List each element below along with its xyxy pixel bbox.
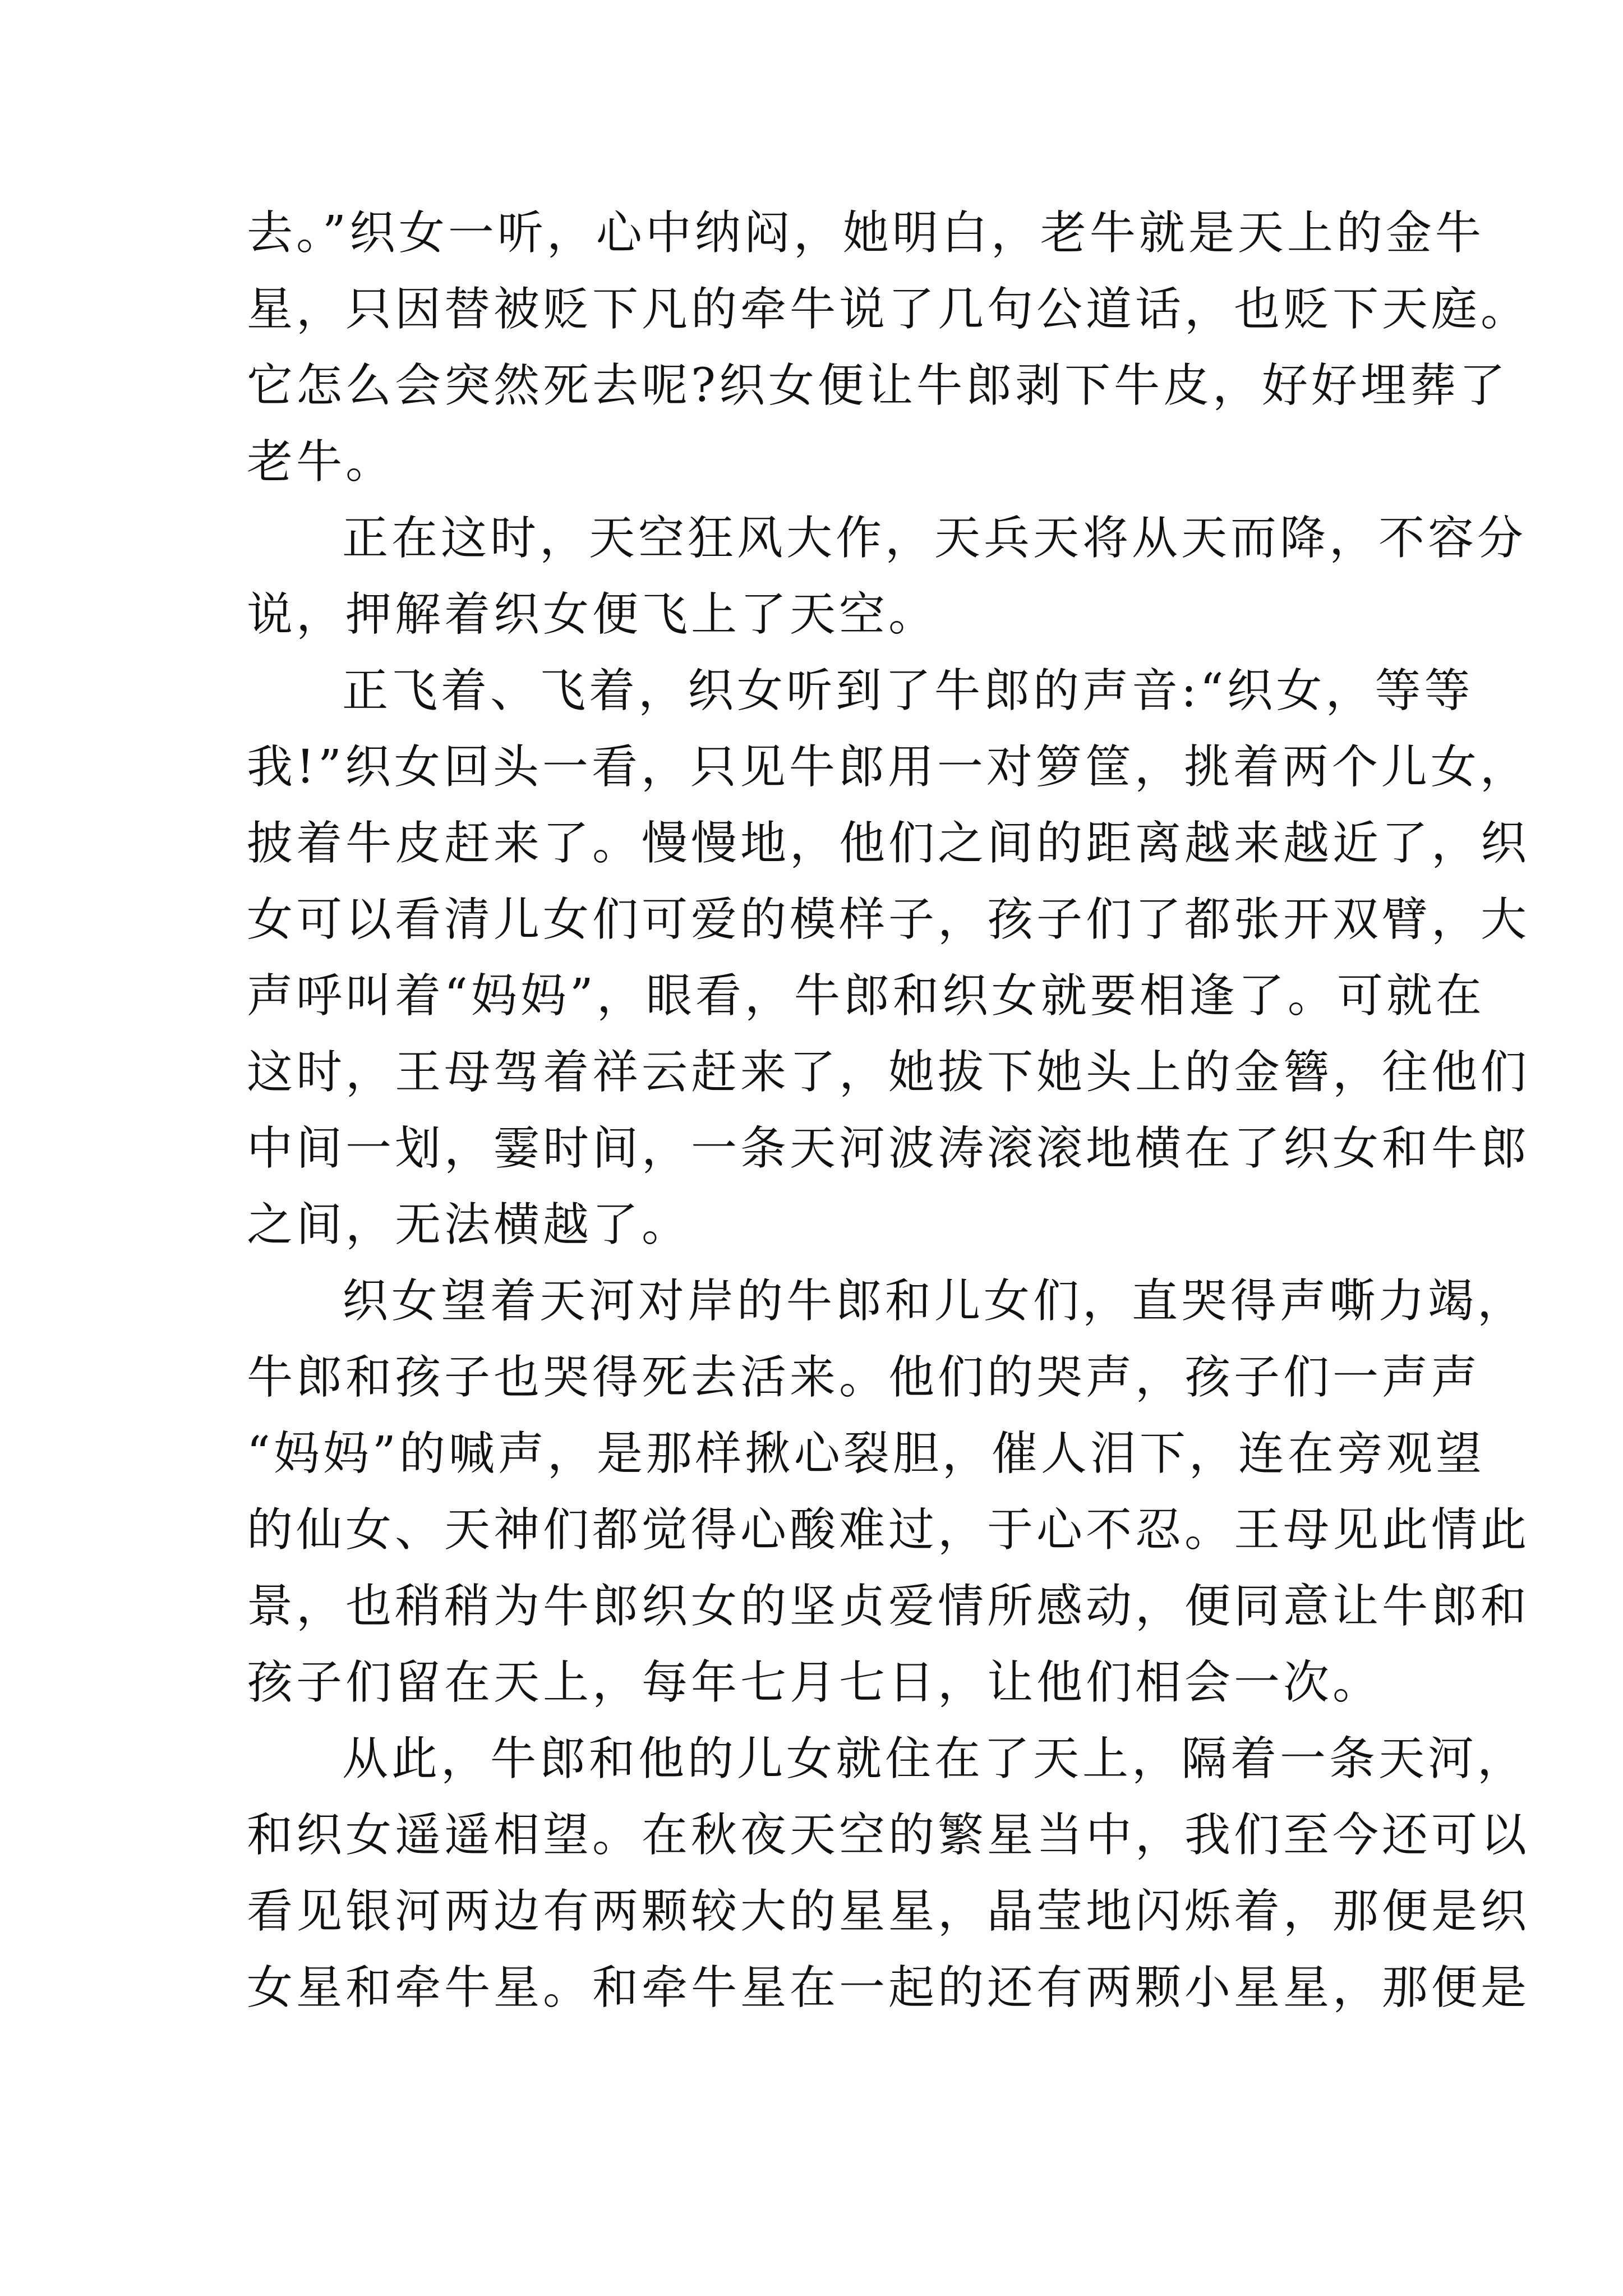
paragraph-first-line: 正在这时，天空狂风大作，天兵天将从天而降，不容分 bbox=[342, 512, 1527, 565]
text-line: 孩子们留在天上，每年七月七日，让他们相会一次。 bbox=[247, 1656, 1382, 1709]
paragraph-first-line: 从此，牛郎和他的儿女就住在了天上，隔着一条天河， bbox=[342, 1732, 1527, 1786]
text-line: 景，也稍稍为牛郎织女的坚贞爱情所感动，便同意让牛郎和 bbox=[247, 1580, 1530, 1633]
text-line: 牛郎和孩子也哭得死去活来。他们的哭声，孩子们一声声 bbox=[247, 1351, 1481, 1404]
text-line: 女星和牵牛星。和牵牛星在一起的还有两颗小星星，那便是 bbox=[247, 1961, 1530, 2014]
text-line: 声呼叫着“妈妈”，眼看，牛郎和织女就要相逢了。可就在 bbox=[247, 969, 1485, 1023]
paragraph-first-line: 正飞着、飞着，织女听到了牛郎的声音:“织女，等等 bbox=[342, 664, 1474, 717]
text-line: 这时，王母驾着祥云赶来了，她拔下她头上的金簪，往他们 bbox=[247, 1046, 1530, 1099]
text-line: 去。”织女一听，心中纳闷，她明白，老牛就是天上的金牛 bbox=[247, 206, 1484, 260]
text-line: 看见银河两边有两颗较大的星星，晶莹地闪烁着，那便是织 bbox=[247, 1885, 1530, 1938]
text-line: 和织女遥遥相望。在秋夜天空的繁星当中，我们至今还可以 bbox=[247, 1809, 1530, 1862]
text-line: “妈妈”的喊声，是那样揪心裂胆，催人泪下，连在旁观望 bbox=[247, 1427, 1485, 1480]
text-line: 老牛。 bbox=[247, 435, 395, 489]
text-line: 星，只因替被贬下凡的牵牛说了几句公道话，也贬下天庭。 bbox=[247, 283, 1530, 336]
text-line: 女可以看清儿女们可爱的模样子，孩子们了都张开双臂，大 bbox=[247, 893, 1530, 946]
text-line: 中间一划，霎时间，一条天河波涛滚滚地横在了织女和牛郎 bbox=[247, 1122, 1530, 1175]
text-line: 它怎么会突然死去呢?织女便让牛郎剥下牛皮，好好埋葬了 bbox=[247, 359, 1509, 412]
text-line: 说，押解着织女便飞上了天空。 bbox=[247, 588, 938, 641]
text-line: 的仙女、天神们都觉得心酸难过，于心不忍。王母见此情此 bbox=[247, 1503, 1530, 1557]
text-line: 披着牛皮赶来了。慢慢地，他们之间的距离越来越近了，织 bbox=[247, 817, 1530, 870]
paragraph-first-line: 织女望着天河对岸的牛郎和儿女们，直哭得声嘶力竭， bbox=[342, 1274, 1527, 1328]
text-line: 我!”织女回头一看，只见牛郎用一对箩筐，挑着两个儿女， bbox=[247, 740, 1529, 794]
text-line: 之间，无法横越了。 bbox=[247, 1198, 691, 1251]
